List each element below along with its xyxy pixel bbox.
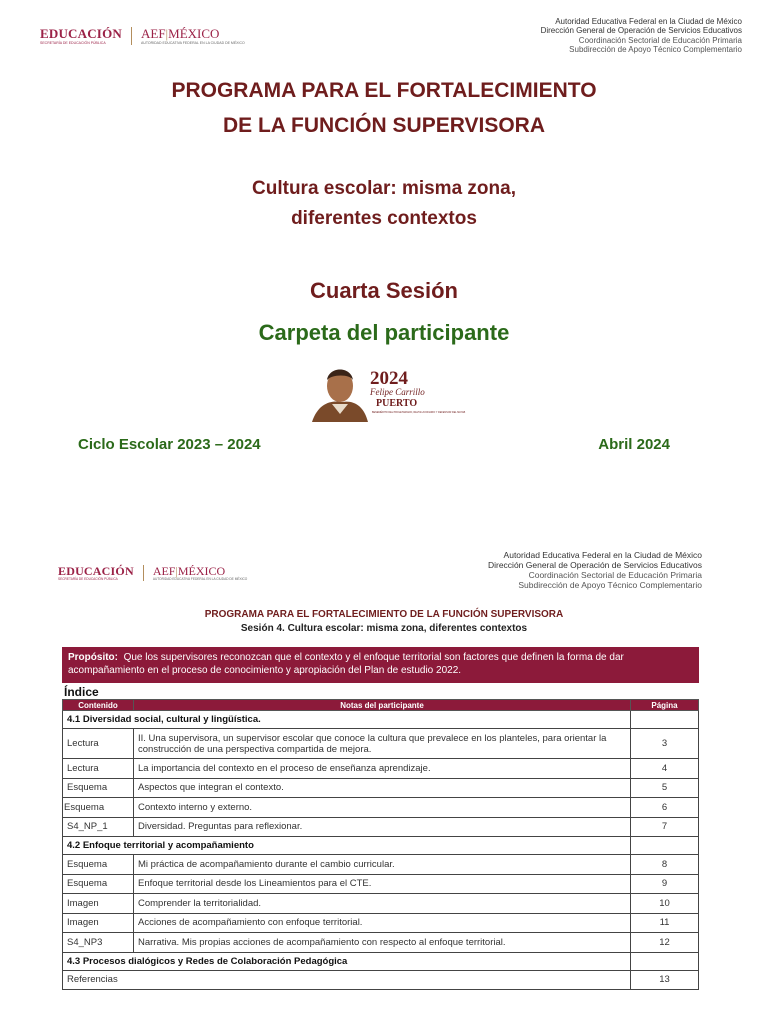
emblem-surname: PUERTO bbox=[376, 398, 418, 409]
authority-line: Subdirección de Apoyo Técnico Complementario bbox=[569, 45, 742, 55]
row-note: Comprender la territorialidad. bbox=[134, 894, 631, 914]
column-header: Página bbox=[631, 700, 699, 711]
row-type: Esquema bbox=[63, 798, 134, 818]
row-type: Imagen bbox=[63, 913, 134, 933]
emblem-caption: BENEMÉRITO DEL PROLETARIADO, REVOLUCIONARIO Y DEFENSOR DEL MAYAB bbox=[372, 411, 466, 414]
purpose-text: Que los supervisores reconozcan que el contexto y el enfoque territorial son factores que definen la forma de dar acompañamiento en el proceso de conocimiento y apropiación del Plan de estudio 2022. bbox=[68, 652, 624, 676]
table-row bbox=[63, 817, 699, 837]
program-title: PROGRAMA PARA EL FORTALECIMIENTO DE LA FUNCIÓN SUPERVISORA bbox=[171, 79, 597, 137]
section-title: 4.1 Diversidad social, cultural y lingüística. bbox=[63, 711, 631, 729]
column-header: Notas del participante bbox=[134, 700, 631, 711]
authority-line: Coordinación Sectorial de Educación Primaria bbox=[528, 570, 702, 581]
header-logos bbox=[40, 24, 245, 48]
logo-aef: AEF|MÉXICO AUTORIDAD EDUCATIVA FEDERAL EN LA CIUDAD DE MÉXICO bbox=[152, 563, 248, 581]
logo-educacion: EDUCACIÓN SECRETARÍA DE EDUCACIÓN PÚBLICA bbox=[58, 563, 134, 581]
section-row bbox=[63, 952, 699, 970]
row-page: 3 bbox=[631, 729, 699, 759]
row-type: Referencias bbox=[63, 970, 631, 990]
row-note: Acciones de acompañamiento con enfoque territorial. bbox=[134, 913, 631, 933]
row-page: 13 bbox=[631, 970, 699, 990]
row-page: 6 bbox=[631, 798, 699, 818]
table-row bbox=[63, 729, 699, 759]
row-type: Lectura bbox=[63, 759, 134, 779]
index-page bbox=[0, 540, 768, 1024]
felipe-carrillo-puerto-emblem bbox=[310, 360, 466, 426]
authority-block bbox=[541, 17, 742, 55]
row-note: Mi práctica de acompañamiento durante el cambio curricular. bbox=[134, 855, 631, 875]
logo-divider bbox=[143, 565, 144, 581]
cover-subtitle: Cultura escolar: misma zona, diferentes contextos bbox=[252, 178, 516, 229]
table-row bbox=[63, 874, 699, 894]
row-type: S4_NP3 bbox=[63, 933, 134, 953]
authority-line: Dirección General de Operación de Servicios Educativos bbox=[487, 560, 702, 571]
table-row bbox=[63, 913, 699, 933]
row-note: Contexto interno y externo. bbox=[134, 798, 631, 818]
row-page: 9 bbox=[631, 874, 699, 894]
logo-aef: AEF|MÉXICO AUTORIDAD EDUCATIVA FEDERAL EN LA CIUDAD DE MÉXICO bbox=[140, 25, 245, 45]
table-row bbox=[63, 933, 699, 953]
section-row bbox=[63, 711, 699, 729]
row-page: 11 bbox=[631, 913, 699, 933]
logo-divider bbox=[131, 27, 132, 45]
purpose-label: Propósito: bbox=[68, 652, 118, 663]
table-row bbox=[63, 970, 699, 990]
index-table bbox=[62, 699, 699, 990]
emblem-year: 2024 bbox=[370, 368, 408, 389]
section-title: 4.2 Enfoque territorial y acompañamiento bbox=[63, 837, 631, 855]
row-type: Esquema bbox=[63, 874, 134, 894]
row-type: S4_NP_1 bbox=[63, 817, 134, 837]
table-row bbox=[63, 759, 699, 779]
emblem-name: Felipe Carrillo bbox=[370, 387, 425, 397]
row-note: Aspectos que integran el contexto. bbox=[134, 778, 631, 798]
authority-line: Dirección General de Operación de Servicios Educativos bbox=[540, 26, 742, 36]
table-row bbox=[63, 798, 699, 818]
table-row bbox=[63, 855, 699, 875]
row-page: 8 bbox=[631, 855, 699, 875]
folder-title: Carpeta del participante bbox=[258, 320, 510, 345]
authority-block bbox=[488, 550, 702, 590]
header-logos bbox=[58, 562, 247, 584]
authority-line: Subdirección de Apoyo Técnico Complementario bbox=[518, 580, 702, 591]
row-type: Esquema bbox=[63, 778, 134, 798]
row-note: La importancia del contexto en el proceso de enseñanza aprendizaje. bbox=[134, 759, 631, 779]
row-page: 7 bbox=[631, 817, 699, 837]
row-type: Esquema bbox=[63, 855, 134, 875]
row-page: 4 bbox=[631, 759, 699, 779]
cover-date: Abril 2024 bbox=[598, 436, 670, 453]
index-heading: Índice bbox=[64, 685, 99, 699]
table-header-row bbox=[63, 700, 699, 711]
school-cycle: Ciclo Escolar 2023 – 2024 bbox=[78, 436, 261, 453]
row-note: II. Una supervisora, un supervisor escolar que conoce la cultura que prevalece en los planteles, para orientar la construcción de una perspectiva compartida de mejora. bbox=[134, 729, 631, 759]
row-note: Diversidad. Preguntas para reflexionar. bbox=[134, 817, 631, 837]
row-note: Narrativa. Mis propias acciones de acompañamiento con respecto al enfoque territorial. bbox=[134, 933, 631, 953]
index-program-title: PROGRAMA PARA EL FORTALECIMIENTO DE LA FUNCIÓN SUPERVISORA bbox=[204, 609, 564, 620]
authority-line: Autoridad Educativa Federal en la Ciudad de México bbox=[555, 17, 742, 26]
row-type: Imagen bbox=[63, 894, 134, 914]
row-type: Lectura bbox=[63, 729, 134, 759]
row-page: 5 bbox=[631, 778, 699, 798]
index-session-title: Sesión 4. Cultura escolar: misma zona, diferentes contextos bbox=[240, 623, 528, 634]
table-row bbox=[63, 894, 699, 914]
section-row bbox=[63, 837, 699, 855]
purpose-box bbox=[62, 647, 699, 683]
section-title: 4.3 Procesos dialógicos y Redes de Colaboración Pedagógica bbox=[63, 952, 631, 970]
table-row bbox=[63, 778, 699, 798]
session-title: Cuarta Sesión bbox=[310, 278, 458, 303]
row-note: Enfoque territorial desde los Lineamientos para el CTE. bbox=[134, 874, 631, 894]
logo-educacion: EDUCACIÓN SECRETARÍA DE EDUCACIÓN PÚBLICA bbox=[40, 25, 122, 45]
column-header: Contenido bbox=[63, 700, 134, 711]
row-page: 10 bbox=[631, 894, 699, 914]
row-page: 12 bbox=[631, 933, 699, 953]
authority-line: Coordinación Sectorial de Educación Primaria bbox=[578, 35, 742, 45]
authority-line: Autoridad Educativa Federal en la Ciudad de México bbox=[503, 550, 702, 560]
